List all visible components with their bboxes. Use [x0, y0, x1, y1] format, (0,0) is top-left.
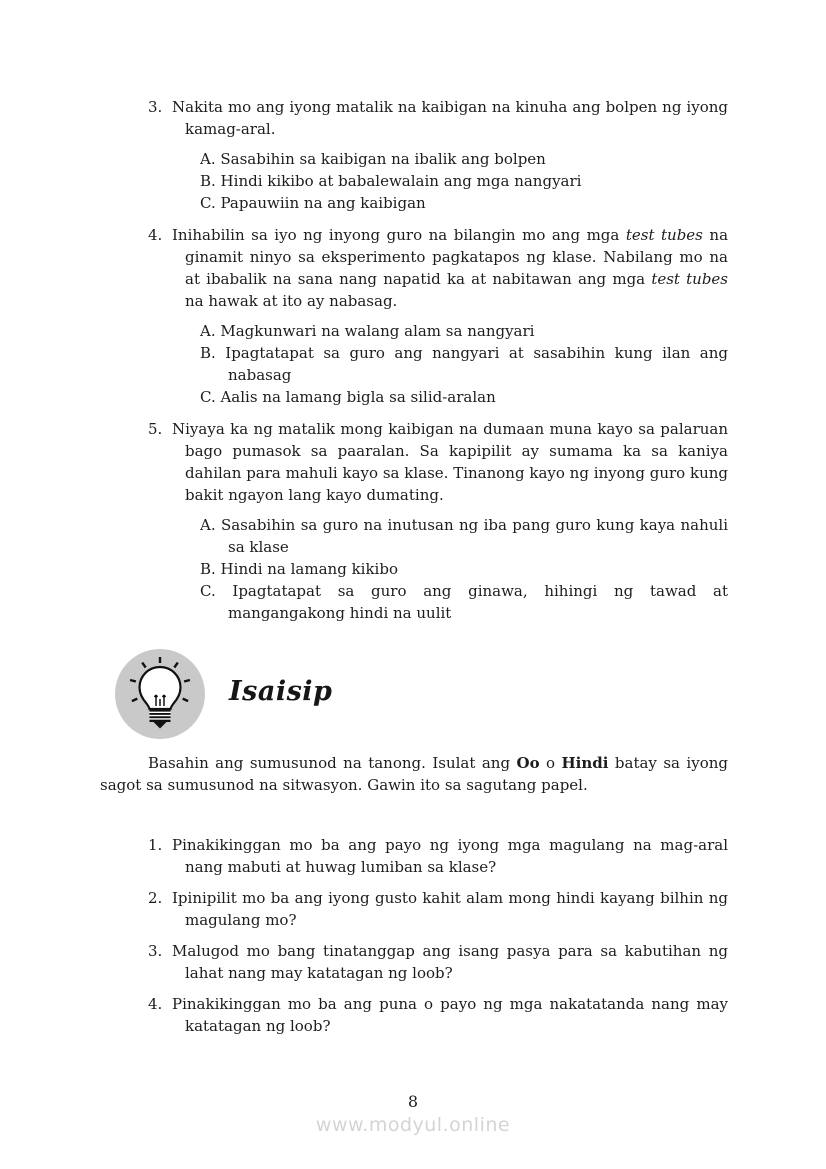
section-title: Isaisip [229, 675, 333, 707]
question-number: 1. [148, 836, 163, 854]
options-list [200, 148, 728, 214]
question-number: 3. [148, 942, 163, 960]
yes-no-question-2 [148, 887, 728, 931]
question-text [148, 96, 728, 140]
question-body: Malugod mo bang tinatanggap ang isang pasya para sa kabutihan ng lahat nang may katatagan ng loob? [172, 942, 728, 982]
section-header [114, 648, 728, 740]
question-number: 2. [148, 889, 163, 907]
option-item: C. Ipagtatapat sa guro ang ginawa, hihingi ng tawad at mangangakong hindi na uulit [200, 582, 728, 622]
multiple-choice-section [100, 96, 728, 624]
question-text [148, 418, 728, 506]
question-body: Ipinipilit mo ba ang iyong gusto kahit alam mong hindi kayang bilhin ng magulang mo? [172, 889, 728, 929]
option-item: B. Ipagtatapat sa guro ang nangyari at sasabihin kung ilan ang nabasag [200, 344, 728, 384]
option-item: A. Sasabihin sa guro na inutusan ng iba pang guro kung kaya nahuli sa klase [200, 516, 728, 556]
yes-no-question-3 [148, 940, 728, 984]
page-content [100, 96, 728, 1046]
question-body: Nakita mo ang iyong matalik na kaibigan na kinuha ang bolpen ng iyong kamag-aral. [172, 98, 728, 138]
yes-no-questions-section [100, 834, 728, 1037]
question-body: Niyaya ka ng matalik mong kaibigan na dumaan muna kayo sa palaruan bago pumasok sa paaralan. Sa kapipilit ay sumama ka sa kaniya dahilan para mahuli kayo sa klase. Tinanong kayo ng inyong guro kung bakit ngayon lang kayo dumating. [172, 420, 728, 504]
question-number: 4. [148, 226, 163, 244]
option-item: A. Sasabihin sa kaibigan na ibalik ang bolpen [200, 150, 546, 168]
option-item: C. Aalis na lamang bigla sa silid-aralan [200, 388, 496, 406]
question-text [148, 224, 728, 312]
options-list [200, 514, 728, 624]
option-item: C. Papauwiin na ang kaibigan [200, 194, 426, 212]
option-item: A. Magkunwari na walang alam sa nangyari [200, 322, 535, 340]
question-number: 4. [148, 995, 163, 1013]
options-list [200, 320, 728, 408]
question-item-4 [148, 224, 728, 408]
question-item-3 [148, 96, 728, 214]
question-number: 5. [148, 420, 163, 438]
question-item-5 [148, 418, 728, 624]
question-body: Inihabilin sa iyo ng inyong guro na bilangin mo ang mga test tubes na ginamit ninyo sa eksperimento pagkatapos ng klase. Nabilang mo na at ibabalik na sana nang napatid ka at nabitawan ang mga test tubes na hawak at ito ay nabasag. [172, 226, 729, 310]
lightbulb-icon [114, 648, 206, 740]
page-number: 8 [407, 1092, 419, 1111]
question-body: Pinakikinggan mo ba ang payo ng iyong mga magulang na mag-aral nang mabuti at huwag lumiban sa klase? [172, 836, 728, 876]
question-number: 3. [148, 98, 163, 116]
yes-no-question-4 [148, 993, 728, 1037]
yes-no-question-1 [148, 834, 728, 878]
option-item: B. Hindi na lamang kikibo [200, 560, 398, 578]
question-body: Pinakikinggan mo ba ang puna o payo ng mga nakatatanda nang may katatagan ng loob? [172, 995, 728, 1035]
option-item: B. Hindi kikibo at babalewalain ang mga nangyari [200, 172, 582, 190]
instructions-paragraph: Basahin ang sumusunod na tanong. Isulat ang Oo o Hindi batay sa iyong sagot sa sumusunod na sitwasyon. Gawin ito sa sagutang papel. [100, 754, 728, 794]
watermark: www.modyul.online [315, 1114, 511, 1136]
